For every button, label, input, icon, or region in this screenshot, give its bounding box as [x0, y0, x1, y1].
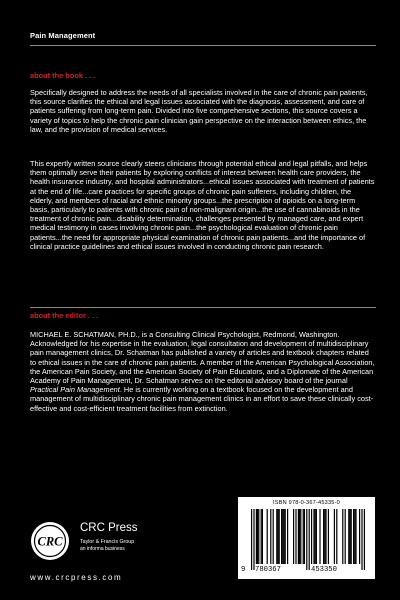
barcode-bar: [309, 509, 310, 570]
about-book-heading: about the book . . .: [30, 71, 96, 80]
barcode-bar: [262, 509, 263, 564]
logo-text: CRC: [37, 534, 63, 549]
barcode-bar: [306, 509, 307, 570]
barcode-bar: [361, 509, 362, 570]
barcode-bar: [345, 509, 346, 564]
barcode-bar: [277, 509, 278, 564]
barcode-bar: [256, 509, 257, 564]
barcode-bar: [336, 509, 337, 564]
barcode-bar: [334, 509, 335, 564]
series-label: Pain Management: [30, 31, 96, 40]
barcode-bar: [348, 509, 349, 564]
isbn-barcode: [238, 497, 375, 579]
barcode-bar: [303, 509, 304, 564]
crc-press-logo-icon: [30, 521, 70, 561]
barcode-bar: [323, 509, 324, 564]
barcode-digits-left: 780367: [255, 566, 281, 574]
barcode-bar: [270, 509, 271, 564]
about-book-paragraph-1: Specifically designed to address the needs of all specialists involved in the care of chronic pain patients, this source clarifies the ethical and legal issues associated with the diagnosis, assessment, and care of patients suffering from long-term pain. Divided into five comprehensive sections, this source covers a variety of topics to help the chronic pain clinician gain perspective on the interaction between ethics, the law, and the provision of medical services.: [30, 88, 368, 134]
barcode-bar: [359, 509, 360, 564]
barcode-bar: [273, 509, 274, 564]
about-editor-heading: about the editor . . .: [30, 311, 99, 320]
barcode-bar: [299, 509, 300, 564]
barcode-bar: [251, 509, 252, 570]
editor-bio-text: MICHAEL E. SCHATMAN, PH.D., is a Consulting Clinical Psychologist, Redmond, Washington. Acknowledged for his expertise in the evaluation, legal consultation and development of multidisciplinary pain management clinics, Dr. Schatman has published a variety of articles and textbook chapters related to ethical issues in the care of chronic pain patients. A member of the American Psychological Association, the American Pain Society, and the American Society of Pain Educators, and a Diplomate of the American Academy of Pain Management, Dr. Schatman serves on the editorial advisory board of the journal: [30, 330, 375, 386]
top-divider: [30, 45, 376, 46]
barcode-bar: [295, 509, 296, 564]
barcode-bar: [315, 509, 316, 564]
barcode-bar: [354, 509, 355, 564]
barcode-bar: [324, 509, 325, 564]
barcode-bar: [349, 509, 350, 564]
barcode-bar: [279, 509, 280, 564]
barcode-bar: [287, 509, 288, 564]
barcode-bar: [325, 509, 326, 564]
journal-title: Practical Pain Management: [30, 385, 120, 395]
isbn-label: ISBN 978-0-367-45335-0: [273, 500, 340, 506]
barcode-digits-right: 453350: [311, 566, 337, 574]
barcode-bar: [281, 509, 282, 564]
about-editor-paragraph: [30, 330, 376, 413]
barcode-bar: [364, 509, 365, 570]
barcode-bar: [328, 509, 329, 564]
editor-bio-text-end: . He is currently working on a textbook focused on the development and management of multidisciplinary chronic pain management clinics in an effort to save these clinically cost-effective and cost-efficient treatment facilities from extinction.: [30, 385, 374, 413]
publisher-business: an informa business: [80, 546, 125, 552]
barcode-bar: [342, 509, 343, 564]
barcode-bar: [311, 509, 312, 564]
barcode-bar: [276, 509, 277, 564]
barcode-bar: [319, 509, 320, 564]
barcode-bar: [300, 509, 301, 564]
publisher-group: Taylor & Francis Group: [80, 539, 135, 545]
about-book-paragraph-2: This expertly written source clearly steers clinicians through potential ethical and legal pitfalls, and helps them optimally serve their patients by exploring conflicts of interest between health care providers, the health insurance industry, and hospital administrators...ethical issues associated with treatment of patients at the end of life...care practices for specific groups of chronic pain sufferers, including children, the elderly, and members of racial and ethnic minority groups...the prescription of opioids on a long-term basis, particularly to patients with chronic pain of non-malignant origin...the use of cannabinoids in the treatment of chronic pain...disability determination, challenges presented by managed care, and expert medical testimony in cases involving chronic pain...the psychological evaluation of chronic pain patients...the need for appropriate physical examination of chronic pain patients...and the importance of clinical practice guidelines and ethical issues involved in conducting chronic pain research.: [30, 159, 375, 251]
barcode-bar: [285, 509, 286, 564]
barcode-bar: [353, 509, 354, 564]
barcode-bar: [261, 509, 262, 564]
barcode-bar: [304, 509, 305, 564]
barcode-bar: [267, 509, 268, 564]
barcode-bar: [313, 509, 314, 564]
barcode-bar: [258, 509, 259, 564]
barcode-digit-lead: 9: [241, 566, 246, 574]
barcode-bar: [351, 509, 352, 564]
barcode-bar: [293, 509, 294, 564]
barcode-bar: [282, 509, 283, 564]
publisher-website: www.crcpress.com: [30, 573, 123, 582]
barcode-bar: [257, 509, 258, 564]
barcode-bar: [316, 509, 317, 564]
barcode-bar: [283, 509, 284, 564]
publisher-name: CRC Press: [80, 522, 138, 534]
barcode-bar: [253, 509, 254, 570]
middle-divider: [30, 307, 376, 308]
barcode-bar: [355, 509, 356, 564]
barcode-bar: [298, 509, 299, 564]
